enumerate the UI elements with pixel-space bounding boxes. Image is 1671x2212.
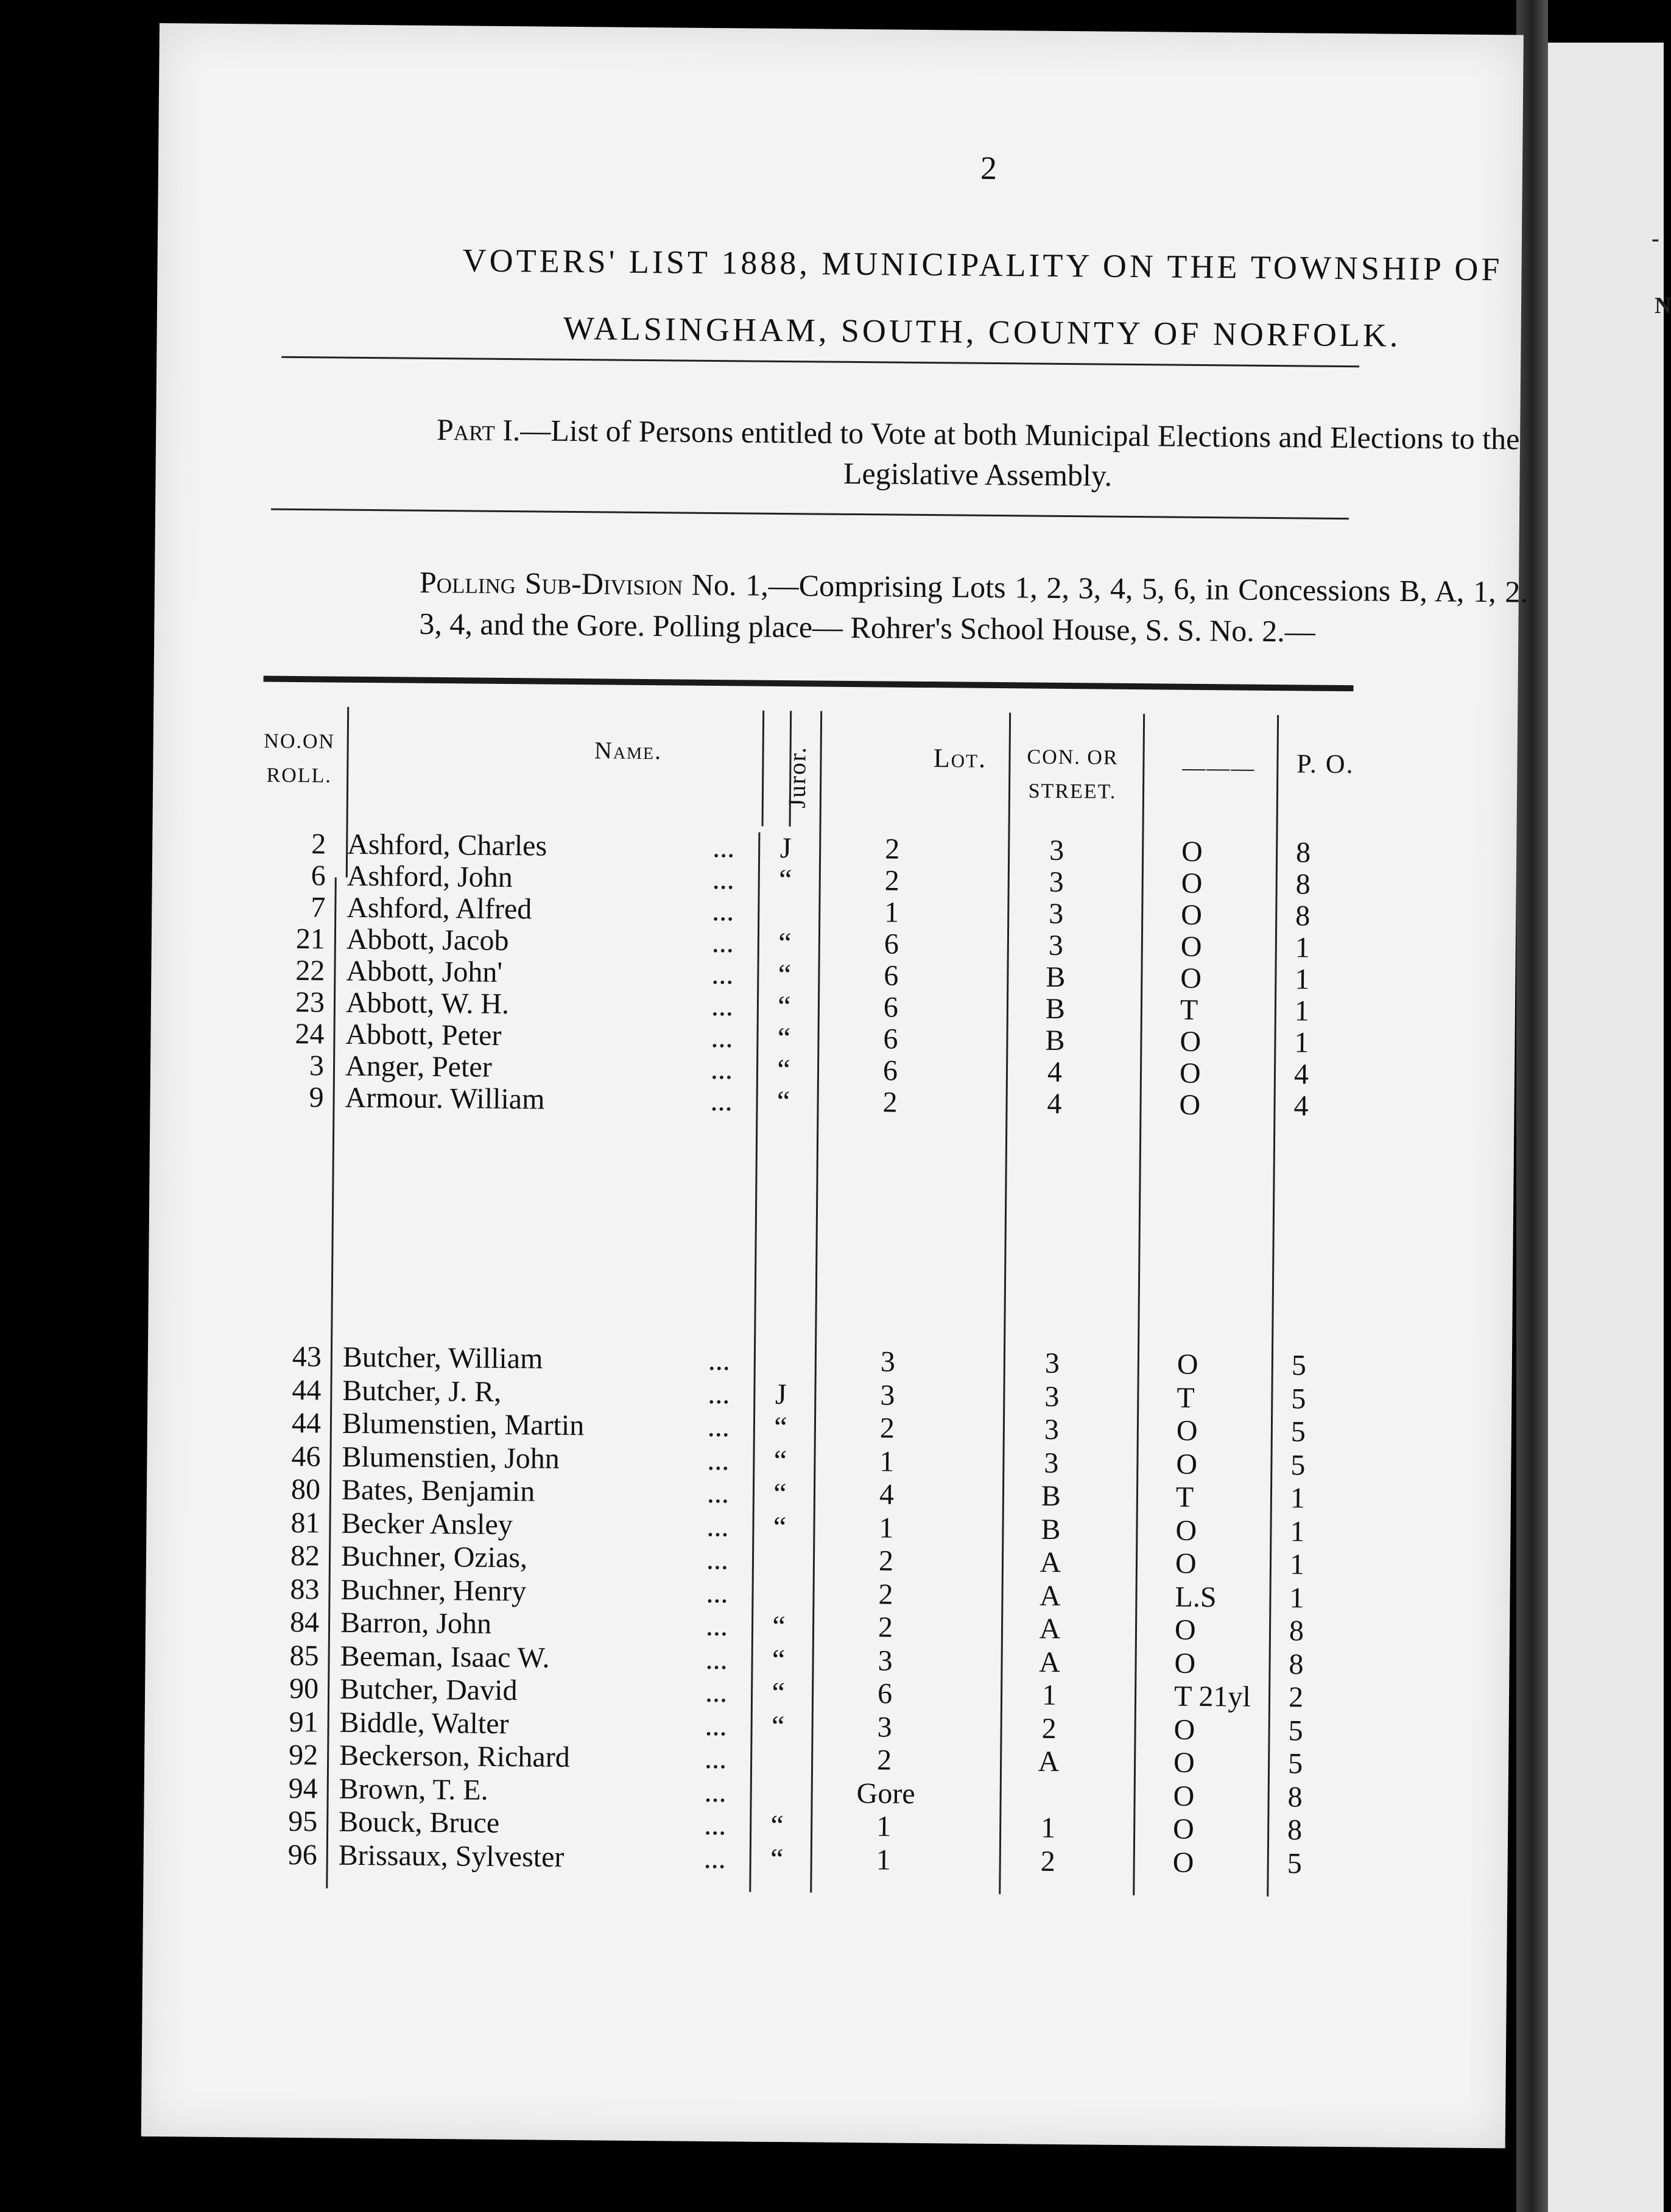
cell-dots: ... <box>710 1052 733 1086</box>
cell-col: O <box>1180 1025 1201 1058</box>
cell-name: Becker Ansley <box>341 1507 513 1541</box>
cell-con: 4 <box>1047 1087 1062 1120</box>
cell-no: 22 <box>295 954 325 987</box>
cell-col: O <box>1176 1414 1198 1447</box>
cell-lot: 2 <box>878 1577 893 1611</box>
cell-no: 21 <box>295 923 326 956</box>
cell-no: 23 <box>295 986 325 1019</box>
cell-po: 5 <box>1287 1747 1303 1780</box>
header-no-on-roll: NO.ON ROLL. <box>264 730 336 787</box>
cell-dots: ... <box>711 957 734 991</box>
col-rule-name <box>326 878 336 1889</box>
cell-po: 8 <box>1289 1647 1304 1680</box>
cell-juror: “ <box>774 1411 787 1444</box>
cell-name: Butcher, David <box>339 1672 518 1707</box>
cell-lot: 1 <box>879 1511 894 1545</box>
cell-name: Ashford, Alfred <box>347 891 532 926</box>
cell-name: Brown, T. E. <box>339 1772 488 1806</box>
next-page-edge: - N <box>1548 43 1664 2212</box>
cell-name: Beckerson, Richard <box>339 1739 570 1773</box>
title-line-2: WALSINGHAM, SOUTH, COUNTY OF NORFOLK. <box>563 309 1401 354</box>
cell-dots: ... <box>712 894 734 928</box>
cell-col: O <box>1179 1088 1201 1121</box>
cell-lot: 3 <box>877 1710 892 1744</box>
cell-name: Abbott, Peter <box>345 1018 502 1052</box>
cell-po: 1 <box>1289 1548 1305 1581</box>
cell-po: 1 <box>1294 995 1310 1027</box>
cell-col: O <box>1180 930 1202 963</box>
cell-col: T <box>1177 1381 1195 1414</box>
cell-lot: 2 <box>882 1086 898 1119</box>
cell-con: B <box>1045 992 1066 1026</box>
cell-con: 3 <box>1049 865 1064 899</box>
cell-juror: “ <box>777 1021 791 1055</box>
header-po: P. O. <box>1296 748 1354 780</box>
cell-dots: ... <box>707 1410 730 1443</box>
cell-no: 80 <box>290 1473 321 1506</box>
cell-lot: 4 <box>879 1478 895 1511</box>
cell-juror: J <box>779 831 792 865</box>
cell-name: Ashford, Charles <box>347 828 547 862</box>
cell-lot: 6 <box>884 959 899 992</box>
cell-dots: ... <box>705 1643 728 1675</box>
cell-lot: 6 <box>883 1023 898 1055</box>
cell-juror: “ <box>772 1610 786 1643</box>
cell-con: 3 <box>1048 929 1064 962</box>
cell-col: O <box>1173 1780 1195 1812</box>
cell-juror <box>759 1775 796 1776</box>
cell-po: 8 <box>1295 900 1310 932</box>
cell-con: A <box>1038 1745 1060 1778</box>
cell-col: O <box>1175 1547 1197 1580</box>
cell-name: Anger, Peter <box>345 1049 492 1083</box>
cell-lot: 2 <box>878 1611 893 1644</box>
cell-con: 2 <box>1041 1712 1057 1745</box>
header-name: Name. <box>594 736 663 765</box>
cell-dots: ... <box>703 1808 726 1842</box>
part-heading <box>429 409 1526 499</box>
col-rule-con <box>999 713 1011 1894</box>
cell-con: 3 <box>1044 1446 1059 1479</box>
cell-po: 5 <box>1290 1415 1306 1448</box>
rule-thick <box>264 676 1354 692</box>
cell-con: 1 <box>1041 1678 1057 1711</box>
cell-juror: “ <box>772 1676 786 1710</box>
cell-po: 8 <box>1295 836 1311 869</box>
cell-juror <box>761 1576 798 1577</box>
cell-con: 2 <box>1040 1845 1055 1878</box>
cell-name: Abbott, W. H. <box>345 986 510 1021</box>
cell-po: 5 <box>1291 1382 1306 1415</box>
cell-lot: 2 <box>879 1412 895 1445</box>
cell-name: Brissaux, Sylvester <box>338 1839 565 1873</box>
cell-no: 91 <box>289 1705 318 1738</box>
cell-dots: ... <box>704 1742 727 1775</box>
cell-con: 3 <box>1044 1413 1060 1446</box>
cell-con: 4 <box>1047 1055 1063 1088</box>
cell-con: 3 <box>1044 1380 1060 1413</box>
cell-no: 94 <box>288 1772 318 1805</box>
cell-no: 95 <box>288 1805 318 1838</box>
cell-po: 8 <box>1289 1615 1304 1647</box>
cell-dots: ... <box>706 1510 729 1543</box>
cell-no: 43 <box>292 1340 322 1373</box>
cell-name: Beeman, Isaac W. <box>340 1640 550 1674</box>
cell-po: 8 <box>1287 1780 1303 1813</box>
cell-no: 44 <box>292 1373 322 1406</box>
cell-col: O <box>1181 867 1203 900</box>
title-line-1: VOTERS' LIST 1888, MUNICIPALITY ON THE TOWNSHIP OF <box>462 242 1503 288</box>
cell-po: 5 <box>1290 1448 1306 1482</box>
cell-con: B <box>1041 1513 1061 1546</box>
cell-dots: ... <box>705 1675 728 1709</box>
cell-po: 4 <box>1293 1058 1309 1091</box>
cell-lot: 1 <box>876 1810 892 1843</box>
header-lot: Lot. <box>933 743 987 773</box>
cell-po: 5 <box>1288 1714 1303 1747</box>
cell-col: L.S <box>1175 1580 1217 1613</box>
cell-po: 8 <box>1295 868 1310 901</box>
cell-name: Blumenstien, Martin <box>342 1407 585 1442</box>
cell-no: 92 <box>288 1738 318 1772</box>
cell-col: O <box>1179 1057 1201 1090</box>
cell-po: 2 <box>1288 1681 1304 1714</box>
polling-subdivision <box>419 562 1528 654</box>
cell-po: 1 <box>1290 1482 1306 1515</box>
cell-col: O <box>1172 1846 1194 1879</box>
cell-col: T 21yl <box>1173 1680 1251 1713</box>
cell-lot: 1 <box>879 1445 895 1478</box>
cell-no: 84 <box>289 1605 320 1639</box>
cell-dots: ... <box>710 1084 733 1118</box>
cell-col: O <box>1181 835 1203 868</box>
polling-label: Polling Sub-Division <box>419 565 683 602</box>
document-title <box>424 227 1540 370</box>
cell-po: 1 <box>1294 1026 1309 1059</box>
polling-text: No. 1,—Comprising Lots 1, 2, 3, 4, 5, 6, in Concessions B, A, 1, 2. 3, 4, and the Gore. Polling place— Rohrer's School House, S. S. No. 2.— <box>419 567 1529 649</box>
cell-lot: 6 <box>883 991 899 1024</box>
rule-2 <box>271 509 1349 520</box>
cell-juror: “ <box>770 1809 784 1842</box>
cell-no: 7 <box>311 891 326 924</box>
header-blank: ——— <box>1182 755 1256 781</box>
cell-lot: 2 <box>884 833 900 865</box>
cell-no: 81 <box>290 1506 320 1539</box>
cell-juror: “ <box>776 1085 790 1118</box>
cell-juror: “ <box>778 958 792 992</box>
cell-name: Biddle, Walter <box>339 1706 509 1740</box>
cell-lot: 1 <box>884 896 899 929</box>
cell-no: 82 <box>290 1539 320 1573</box>
cell-dots: ... <box>711 1021 733 1054</box>
cell-col: T <box>1175 1481 1194 1513</box>
cell-con: 3 <box>1044 1347 1060 1379</box>
cell-juror: “ <box>777 1053 790 1087</box>
cell-juror: “ <box>778 990 791 1023</box>
cell-dots: ... <box>712 831 735 864</box>
cell-no: 85 <box>289 1639 319 1672</box>
cell-dots: ... <box>705 1609 728 1643</box>
cell-dots: ... <box>707 1443 730 1476</box>
cell-no: 46 <box>291 1440 321 1473</box>
cell-lot: 2 <box>878 1545 894 1577</box>
cell-con: B <box>1045 1024 1065 1057</box>
cell-con: 3 <box>1049 834 1064 867</box>
cell-con: 1 <box>1040 1811 1056 1844</box>
cell-name: Butcher, William <box>342 1340 543 1375</box>
header-juror: Juror. <box>783 745 811 809</box>
cell-po: 1 <box>1289 1581 1304 1614</box>
cell-lot: 6 <box>882 1054 898 1087</box>
cell-dots: ... <box>706 1543 729 1576</box>
cell-col: O <box>1181 898 1203 931</box>
cell-juror: “ <box>773 1510 787 1543</box>
cell-juror: “ <box>778 863 792 896</box>
cell-dots: ... <box>711 989 734 1023</box>
cell-con: B <box>1041 1479 1061 1513</box>
cell-lot: 6 <box>884 928 899 960</box>
col-rule-blank <box>1133 714 1145 1895</box>
cell-juror: “ <box>778 926 792 960</box>
cell-col: O <box>1176 1448 1198 1481</box>
cell-no: 90 <box>289 1672 319 1705</box>
cell-dots: ... <box>708 1377 730 1410</box>
cell-col: O <box>1174 1647 1196 1680</box>
cell-no: 24 <box>295 1018 325 1051</box>
part-label: Part I. <box>436 412 521 448</box>
cell-col: O <box>1173 1746 1195 1779</box>
cell-con: 3 <box>1049 897 1064 931</box>
cell-no: 6 <box>311 859 326 892</box>
cell-juror: “ <box>772 1643 786 1676</box>
cell-no: 3 <box>309 1049 325 1082</box>
cell-col: O <box>1180 962 1202 995</box>
cell-dots: ... <box>706 1576 728 1609</box>
cell-name: Armour. William <box>345 1081 545 1116</box>
cell-no: 2 <box>311 828 326 861</box>
cell-name: Butcher, J. R, <box>342 1374 502 1408</box>
part-text: —List of Persons entitled to Vote at both Municipal Elections and Elections to the Legislative Assembly. <box>520 413 1520 493</box>
cell-po: 8 <box>1287 1814 1303 1847</box>
cell-po: 5 <box>1291 1349 1307 1382</box>
cell-name: Abbott, John' <box>346 954 503 988</box>
cell-con: A <box>1039 1579 1061 1612</box>
cell-po: 5 <box>1287 1847 1302 1879</box>
col-rule-lot <box>810 711 822 1893</box>
cell-col: O <box>1174 1613 1196 1646</box>
col-rule-juror <box>749 833 760 1892</box>
cell-name: Abbott, Jacob <box>346 923 509 957</box>
cell-name: Bouck, Bruce <box>339 1805 500 1839</box>
cell-juror <box>763 1344 800 1345</box>
cell-lot: 2 <box>876 1744 892 1777</box>
cell-lot: 3 <box>878 1644 893 1677</box>
cell-name: Barron, John <box>340 1606 492 1640</box>
cell-lot: 6 <box>877 1677 893 1710</box>
cell-name: Ashford, John <box>347 859 513 894</box>
header-con-or-street: CON. OR STREET. <box>1027 745 1119 803</box>
cell-po: 1 <box>1290 1515 1305 1548</box>
document-page <box>141 23 1529 2148</box>
cell-dots: ... <box>708 1344 731 1377</box>
cell-dots: ... <box>703 1842 726 1875</box>
cell-po: 4 <box>1293 1090 1309 1122</box>
cell-lot: 2 <box>884 864 899 897</box>
cell-col: O <box>1173 1713 1195 1746</box>
cell-con: A <box>1040 1546 1061 1579</box>
col-rule-2a <box>762 711 765 826</box>
cell-lot: 3 <box>880 1378 895 1412</box>
cell-con: A <box>1039 1612 1061 1646</box>
cell-col: O <box>1172 1812 1195 1845</box>
page-number: 2 <box>980 149 997 187</box>
cell-juror: J <box>775 1378 787 1411</box>
cell-con: A <box>1038 1646 1061 1678</box>
cell-lot: 3 <box>880 1345 896 1378</box>
cell-col: O <box>1175 1514 1197 1547</box>
cell-name: Blumenstien, John <box>342 1440 560 1475</box>
cell-juror: “ <box>771 1710 785 1742</box>
cell-juror: “ <box>770 1842 784 1875</box>
cell-po: 1 <box>1295 931 1310 964</box>
cell-juror: “ <box>773 1477 787 1510</box>
cell-dots: ... <box>704 1775 726 1808</box>
cell-name: Buchner, Henry <box>340 1573 527 1607</box>
cell-po: 1 <box>1295 963 1310 996</box>
cell-dots: ... <box>712 862 734 896</box>
cell-no: 44 <box>291 1406 322 1440</box>
cell-col: T <box>1180 993 1198 1026</box>
cell-col: O <box>1177 1348 1198 1381</box>
cell-no: 96 <box>287 1838 317 1871</box>
cell-juror: “ <box>773 1444 787 1477</box>
cell-lot: Gore <box>856 1777 915 1810</box>
cell-name: Bates, Benjamin <box>341 1473 535 1508</box>
cell-dots: ... <box>711 926 734 959</box>
cell-dots: ... <box>706 1476 730 1510</box>
cell-con: B <box>1046 960 1066 994</box>
cell-no: 83 <box>290 1573 320 1605</box>
cell-lot: 1 <box>876 1843 891 1876</box>
cell-no: 9 <box>309 1081 324 1114</box>
cell-dots: ... <box>705 1709 727 1742</box>
cell-name: Buchner, Ozias, <box>340 1540 528 1574</box>
